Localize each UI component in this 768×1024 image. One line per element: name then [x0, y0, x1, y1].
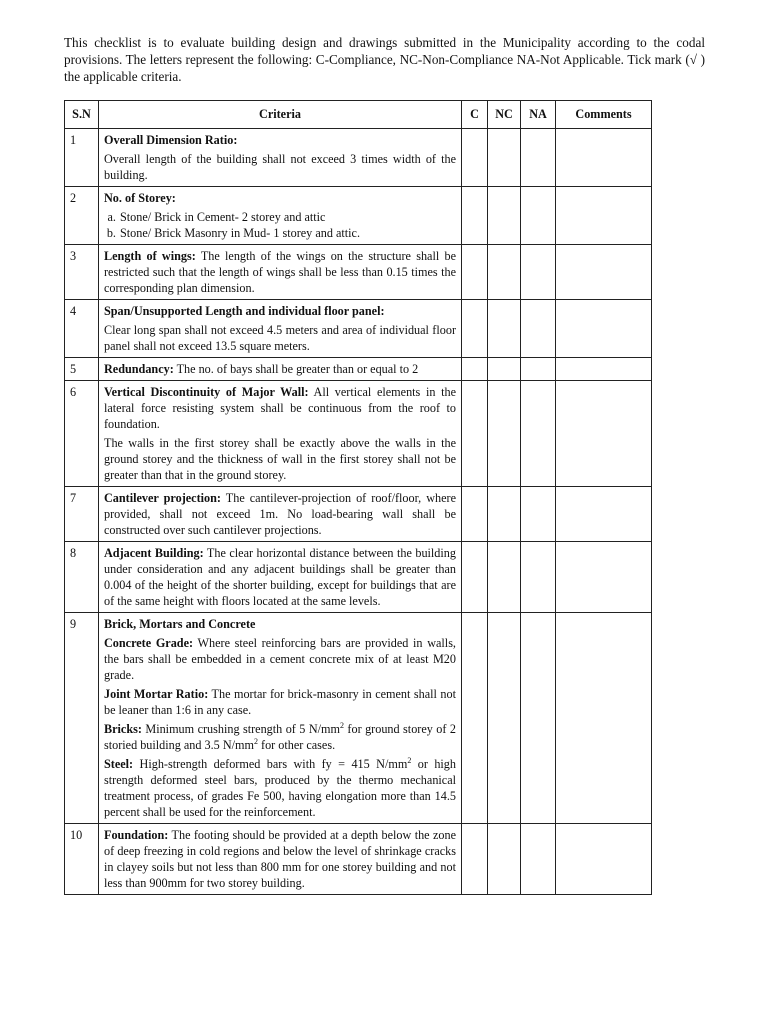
header-sn: S.N — [65, 101, 99, 129]
row-sn: 2 — [65, 187, 99, 245]
intro-text: This checklist is to evaluate building design and drawings submitted in the Municipality according to the codal provisions. The letters represent the following: C-Compliance, NC-Non-Compliance NA-Not Applicable. Tick mark (√ ) the applicable criteria. — [64, 35, 705, 84]
row-sn: 4 — [65, 300, 99, 358]
not-applicable-cell[interactable] — [521, 358, 556, 381]
row-criteria — [99, 245, 462, 300]
compliance-cell[interactable] — [462, 613, 488, 824]
non-compliance-cell[interactable] — [488, 358, 521, 381]
criteria-text: or high strength deformed steel bars, produced by the thermo mechanical treatment process, of grades Fe 500, having elongation more than 14.5 percent shall be used for the reinforcement. — [104, 757, 456, 819]
comments-cell[interactable] — [556, 487, 652, 542]
row-criteria — [99, 613, 462, 824]
subsection-label: Concrete Grade: — [104, 636, 194, 650]
superscript: 2 — [253, 736, 258, 746]
non-compliance-cell[interactable] — [488, 187, 521, 245]
table-row — [65, 245, 652, 300]
criteria-text: for other cases. — [257, 738, 336, 752]
comments-cell[interactable] — [556, 187, 652, 245]
compliance-cell[interactable] — [462, 824, 488, 895]
compliance-cell[interactable] — [462, 542, 488, 613]
criteria-text: for ground storey of 2 storied building and 3.5 N/mm — [104, 722, 456, 752]
criteria-title: Vertical Discontinuity of Major Wall: — [104, 385, 309, 399]
criteria-text: High-strength deformed bars with fy = 415 N/mm — [133, 757, 408, 771]
subsection-label: Bricks: — [104, 722, 142, 736]
row-sn: 7 — [65, 487, 99, 542]
not-applicable-cell[interactable] — [521, 542, 556, 613]
criteria-title: Span/Unsupported Length and individual floor panel: — [104, 304, 385, 318]
compliance-cell[interactable] — [462, 358, 488, 381]
criteria-text: The mortar for brick-masonry in cement shall not be leaner than 1:6 in any case. — [104, 687, 456, 717]
non-compliance-cell[interactable] — [488, 381, 521, 487]
criteria-title: Cantilever projection: — [104, 491, 221, 505]
criteria-title: Overall Dimension Ratio: — [104, 133, 238, 147]
criteria-title: No. of Storey: — [104, 191, 176, 205]
criteria-text: Minimum crushing strength of 5 N/mm — [141, 722, 340, 736]
row-sn: 10 — [65, 824, 99, 895]
criteria-text: All vertical elements in the lateral force resisting system shall be continuous from the roof to foundation. — [104, 385, 456, 431]
criteria-text: The footing should be provided at a depth below the zone of deep freezing in cold regions and below the level of shrinkage cracks in clayey soils but not less than 800 mm for one storey building and not less than 900mm for two storey building. — [104, 828, 456, 890]
row-sn: 8 — [65, 542, 99, 613]
row-sn: 3 — [65, 245, 99, 300]
row-criteria — [99, 358, 462, 381]
compliance-cell[interactable] — [462, 245, 488, 300]
row-criteria — [99, 824, 462, 895]
row-criteria — [99, 381, 462, 487]
table-row — [65, 300, 652, 358]
comments-cell[interactable] — [556, 381, 652, 487]
not-applicable-cell[interactable] — [521, 613, 556, 824]
compliance-cell[interactable] — [462, 187, 488, 245]
criteria-title: Length of wings: — [104, 249, 196, 263]
list-item: a. Stone/ Brick in Cement- 2 storey and attic — [119, 209, 456, 225]
table-row — [65, 542, 652, 613]
criteria-title: Redundancy: — [104, 362, 174, 376]
non-compliance-cell[interactable] — [488, 300, 521, 358]
row-sn: 9 — [65, 613, 99, 824]
comments-cell[interactable] — [556, 542, 652, 613]
non-compliance-cell[interactable] — [488, 613, 521, 824]
row-sn: 5 — [65, 358, 99, 381]
header-comments: Comments — [556, 101, 652, 129]
criteria-text: Where steel reinforcing bars are provided in walls, the bars shall be embedded in a cement concrete mix of at least M20 grade. — [104, 636, 456, 682]
criteria-title: Foundation: — [104, 828, 169, 842]
table-row — [65, 129, 652, 187]
compliance-cell[interactable] — [462, 300, 488, 358]
row-criteria — [99, 542, 462, 613]
not-applicable-cell[interactable] — [521, 381, 556, 487]
non-compliance-cell[interactable] — [488, 824, 521, 895]
list-item: b. Stone/ Brick Masonry in Mud- 1 storey and attic. — [119, 225, 456, 241]
header-criteria: Criteria — [99, 101, 462, 129]
superscript: 2 — [339, 720, 344, 730]
compliance-cell[interactable] — [462, 487, 488, 542]
criteria-text: Clear long span shall not exceed 4.5 meters and area of individual floor panel shall not exceed 13.5 square meters. — [104, 323, 456, 353]
row-sn: 1 — [65, 129, 99, 187]
table-header-row — [65, 101, 652, 129]
row-criteria — [99, 187, 462, 245]
non-compliance-cell[interactable] — [488, 542, 521, 613]
not-applicable-cell[interactable] — [521, 129, 556, 187]
header-na: NA — [521, 101, 556, 129]
criteria-text: The cantilever-projection of roof/floor, where provided, shall not exceed 1m. No load-bearing wall shall be constructed over such cantilever projections. — [104, 491, 457, 537]
criteria-text: Overall length of the building shall not exceed 3 times width of the building. — [104, 152, 456, 182]
table-row — [65, 487, 652, 542]
non-compliance-cell[interactable] — [488, 487, 521, 542]
comments-cell[interactable] — [556, 245, 652, 300]
comments-cell[interactable] — [556, 358, 652, 381]
non-compliance-cell[interactable] — [488, 129, 521, 187]
comments-cell[interactable] — [556, 129, 652, 187]
not-applicable-cell[interactable] — [521, 300, 556, 358]
compliance-cell[interactable] — [462, 381, 488, 487]
row-criteria — [99, 129, 462, 187]
superscript: 2 — [407, 755, 412, 765]
criteria-title: Adjacent Building: — [104, 546, 204, 560]
table-row — [65, 613, 652, 824]
comments-cell[interactable] — [556, 300, 652, 358]
table-row — [65, 824, 652, 895]
row-criteria — [99, 487, 462, 542]
criteria-title: Brick, Mortars and Concrete — [104, 617, 256, 631]
not-applicable-cell[interactable] — [521, 187, 556, 245]
row-criteria — [99, 300, 462, 358]
not-applicable-cell[interactable] — [521, 487, 556, 542]
criteria-text: The clear horizontal distance between the building under consideration and any adjacent buildings shall be greater than 0.004 of the height of the shorter building, except for buildings that are of the same height with floors located at the same levels. — [104, 546, 456, 608]
compliance-cell[interactable] — [462, 129, 488, 187]
table-row — [65, 358, 652, 381]
table-row — [65, 187, 652, 245]
header-nc: NC — [488, 101, 521, 129]
header-c: C — [462, 101, 488, 129]
checklist-table — [64, 100, 652, 895]
comments-cell[interactable] — [556, 613, 652, 824]
table-row — [65, 381, 652, 487]
non-compliance-cell[interactable] — [488, 245, 521, 300]
subsection-label: Joint Mortar Ratio: — [104, 687, 209, 701]
not-applicable-cell[interactable] — [521, 245, 556, 300]
criteria-text: The no. of bays shall be greater than or equal to 2 — [173, 362, 419, 376]
subsection-label: Steel: — [104, 757, 134, 771]
storey-list — [104, 209, 456, 241]
criteria-text: The length of the wings on the structure shall be restricted such that the length of wings shall be less than 0.15 times the corresponding plan dimension. — [104, 249, 457, 295]
criteria-text: The walls in the first storey shall be exactly above the walls in the ground storey and the thickness of wall in the first storey shall not be greater than that in the ground storey. — [104, 436, 456, 482]
not-applicable-cell[interactable] — [521, 824, 556, 895]
row-sn: 6 — [65, 381, 99, 487]
comments-cell[interactable] — [556, 824, 652, 895]
